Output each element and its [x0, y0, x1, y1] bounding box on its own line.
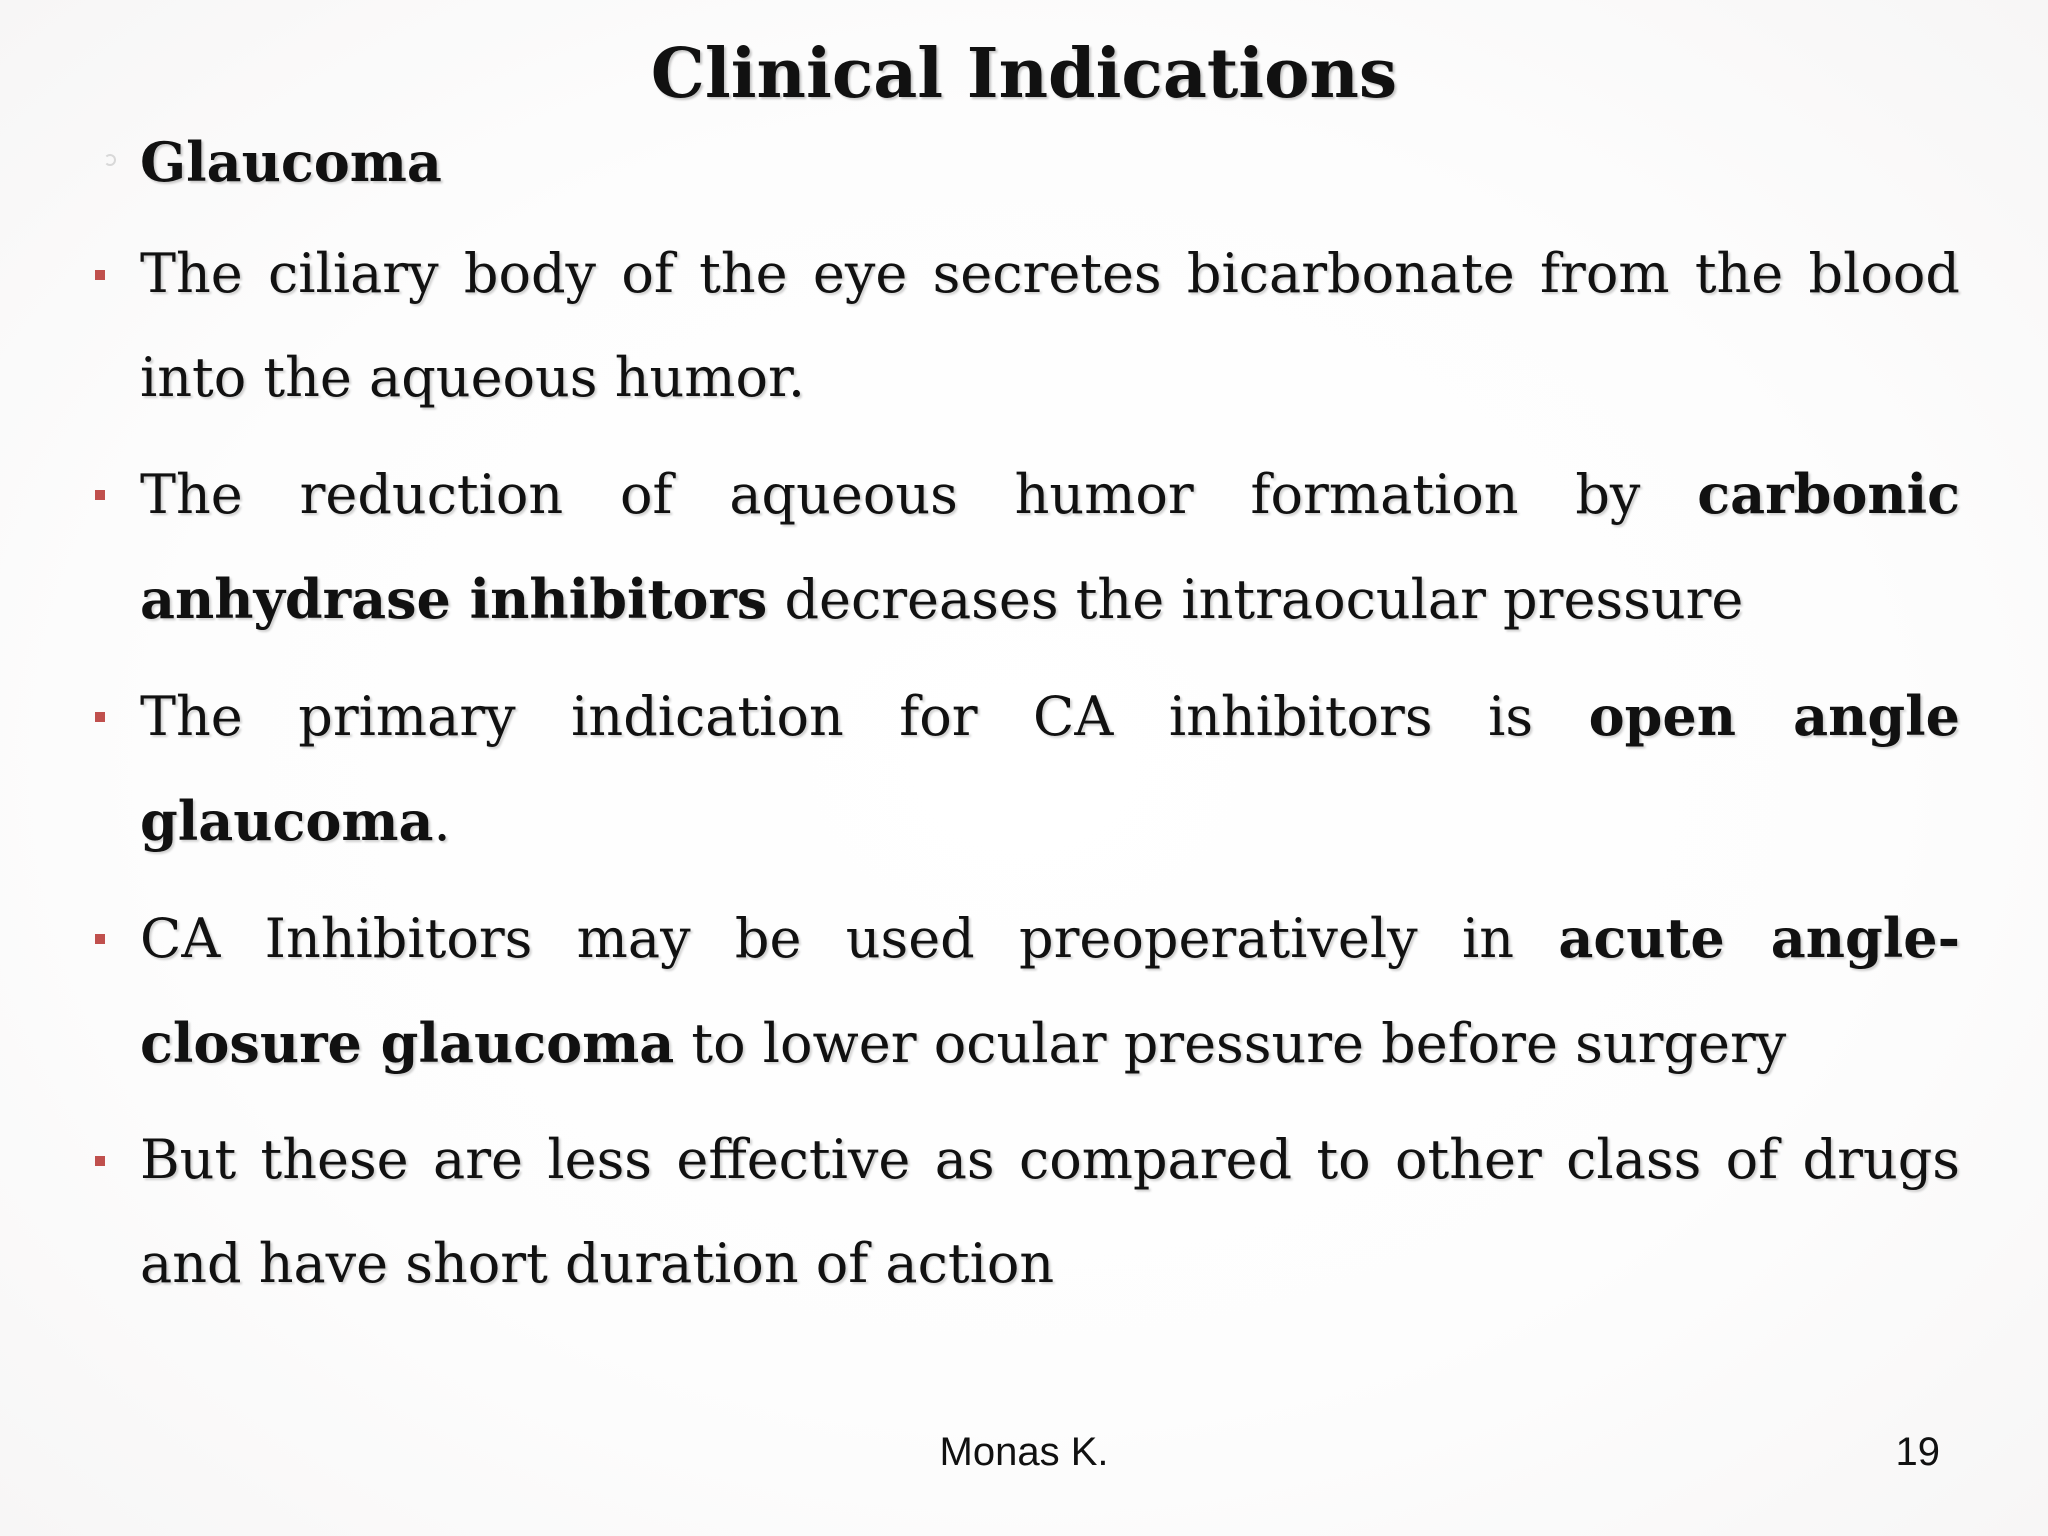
bullet-text: to lower ocular pressure before surgery [674, 1012, 1787, 1075]
bullet-text: . [433, 790, 451, 853]
bullet-bold-term: carbonic anhydrase inhibitors [140, 462, 1960, 631]
heading-bullet-icon [104, 154, 116, 166]
bullet-text: CA Inhibitors may be used preoperatively in [140, 907, 1559, 970]
footer-author: Monas K. [939, 1430, 1109, 1474]
bullet-list [140, 222, 1960, 1328]
bullet-item [140, 1108, 1960, 1316]
bullet-item [140, 442, 1960, 652]
bullet-text: The reduction of aqueous humor formation by [140, 463, 1698, 526]
page-number: 19 [1895, 1430, 1940, 1474]
slide-title: Clinical Indications [650, 34, 1398, 114]
bullet-item [140, 222, 1960, 430]
bullet-text: decreases the intraocular pressure [767, 568, 1744, 631]
bullet-bold-term: open angle glaucoma [140, 684, 1960, 853]
bullet-item [140, 664, 1960, 874]
section-heading: Glaucoma [140, 130, 442, 194]
bullet-item [140, 886, 1960, 1096]
bullet-text: The primary indication for CA inhibitors is [140, 685, 1589, 748]
bullet-text: The ciliary body of the eye secretes bicarbonate from the blood into the aqueous humor. [140, 242, 1960, 409]
bullet-bold-term: acute angle-closure glaucoma [140, 906, 1960, 1075]
bullet-text: But these are less effective as compared to other class of drugs and have short duration of action [140, 1128, 1960, 1295]
